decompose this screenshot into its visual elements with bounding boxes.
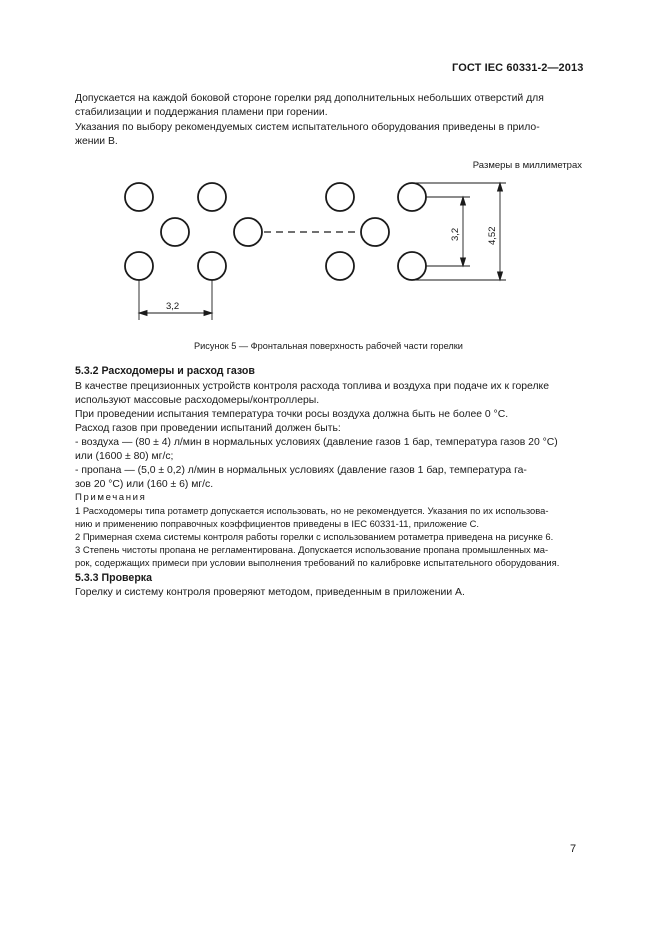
- burner-hole: [125, 183, 153, 211]
- paragraph-text: Допускается на каждой боковой стороне горелки ряд дополнительных небольших отверстий для: [75, 93, 544, 104]
- burner-hole: [198, 252, 226, 280]
- burner-face-figure: [0, 0, 661, 340]
- burner-hole: [398, 183, 426, 211]
- burner-hole: [161, 218, 189, 246]
- list-item-air-cont: или (1600 ± 80) мг/с;: [75, 451, 174, 462]
- burner-hole: [326, 252, 354, 280]
- burner-hole: [198, 183, 226, 211]
- dimension-horizontal: [139, 280, 212, 320]
- paragraph-line: Горелку и систему контроля проверяют методом, приведенным в приложении А.: [75, 587, 465, 598]
- dimension-vertical-inner: [426, 197, 470, 266]
- paragraph-line: жении B.: [75, 136, 118, 147]
- notes-title: Примечания: [75, 492, 147, 503]
- paragraph-line: используют массовые расходомеры/контроллеры.: [75, 395, 320, 406]
- figure-caption: Рисунок 5 — Фронтальная поверхность рабочей части горелки: [194, 341, 463, 351]
- page-number: 7: [570, 843, 577, 855]
- dim-label-vertical-outer: 4,52: [487, 226, 498, 245]
- burner-hole: [361, 218, 389, 246]
- burner-hole: [326, 183, 354, 211]
- list-item-air: - воздуха — (80 ± 4) л/мин в нормальных условиях (давление газов 1 бар, температура газов 20 °С): [75, 437, 558, 448]
- note-2: 2 Примерная схема системы контроля работы горелки с использованием ротаметра приведена на рисунке 6.: [75, 531, 554, 542]
- note-1: 1 Расходомеры типа ротаметр допускается использовать, но не рекомендуется. Указания по их использова-: [75, 505, 549, 516]
- section-heading-5-3-2: 5.3.2 Расходомеры и расход газов: [75, 365, 255, 377]
- paragraph-line: В качестве прецизионных устройств контроля расхода топлива и воздуха при подаче их к горелке: [75, 381, 549, 392]
- document-header: ГОСТ IEC 60331-2—2013: [452, 62, 584, 74]
- dim-label-vertical-inner: 3,2: [450, 227, 461, 241]
- section-heading-5-3-3: 5.3.3 Проверка: [75, 572, 152, 584]
- note-3: 3 Степень чистоты пропана не регламентирована. Допускается использование пропана промышленных ма-: [75, 544, 549, 555]
- burner-holes: [125, 183, 426, 280]
- paragraph-line: Расход газов при проведении испытаний должен быть:: [75, 423, 341, 434]
- figure-units-note: Размеры в миллиметрах: [472, 160, 582, 171]
- paragraph-line: Указания по выбору рекомендуемых систем испытательного оборудования приведены в прило-: [75, 122, 540, 133]
- list-item-propane-cont: зов 20 °С) или (160 ± 6) мг/с.: [75, 479, 214, 490]
- burner-hole: [125, 252, 153, 280]
- paragraph-line: При проведении испытания температура точки росы воздуха должна быть не более 0 °С.: [75, 409, 509, 420]
- dim-label-horizontal: 3,2: [166, 301, 180, 312]
- note-1-cont: нию и применению поправочных коэффициентов приведены в IEC 60331-11, приложение С.: [75, 518, 480, 529]
- paragraph-line: стабилизации и поддержания пламени при горении.: [75, 107, 328, 118]
- burner-hole: [398, 252, 426, 280]
- burner-hole: [234, 218, 262, 246]
- note-3-cont: рок, содержащих примеси при условии выполнения требований по калибровке испытательного оборудования.: [75, 557, 560, 568]
- list-item-propane: - пропана — (5,0 ± 0,2) л/мин в нормальных условиях (давление газов 1 бар, температура га-: [75, 465, 527, 476]
